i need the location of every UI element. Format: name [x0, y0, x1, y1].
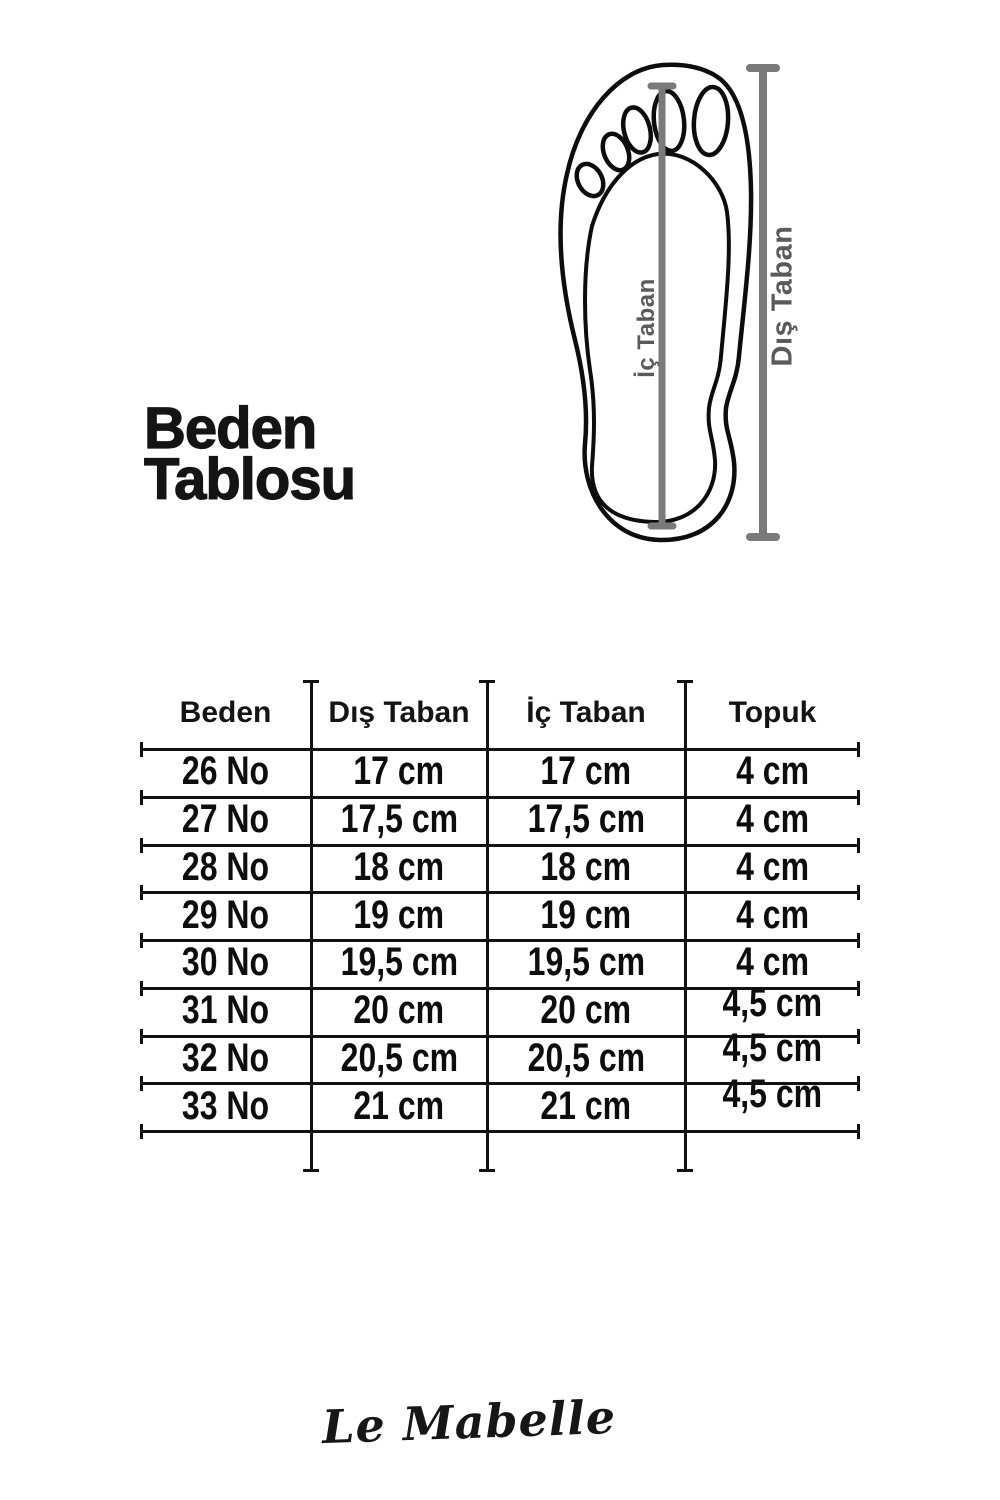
- cell-ic-taban: [487, 987, 685, 1035]
- cell-value: 30 No: [181, 940, 270, 985]
- cell-topuk: [685, 796, 860, 844]
- table-row-divider: [140, 1130, 860, 1133]
- cell-value: 19 cm: [353, 892, 445, 937]
- cell-beden: [140, 939, 311, 987]
- cell-value: 21 cm: [353, 1083, 445, 1128]
- cell-value: 18 cm: [540, 844, 632, 889]
- page-title-line1: Beden: [144, 396, 317, 461]
- page-title: [144, 396, 356, 512]
- brand-logo: Le Mabelle: [321, 1389, 617, 1455]
- cell-dis-taban: [311, 1082, 487, 1130]
- cell-ic-taban: [487, 891, 685, 939]
- cell-value: 17,5 cm: [527, 797, 645, 842]
- cell-value: 17 cm: [353, 749, 445, 794]
- cell-value: 33 No: [181, 1083, 270, 1128]
- cell-ic-taban: [487, 939, 685, 987]
- cell-value: 29 No: [181, 892, 270, 937]
- cell-topuk: [685, 1071, 860, 1130]
- cell-value: 27 No: [181, 797, 270, 842]
- cell-beden: [140, 1035, 311, 1083]
- toe-ellipse: [651, 90, 687, 153]
- cell-value: 4 cm: [736, 892, 809, 937]
- toe-ellipse: [598, 130, 634, 174]
- cell-topuk: [685, 748, 860, 796]
- outer-sole-label: Dış Taban: [766, 225, 799, 367]
- cell-value: 31 No: [181, 988, 270, 1033]
- cell-ic-taban: [487, 748, 685, 796]
- cell-beden: [140, 844, 311, 892]
- toe-ellipse: [619, 105, 655, 156]
- cell-value: 20,5 cm: [527, 1035, 645, 1080]
- cell-value: 20 cm: [540, 988, 632, 1033]
- cell-value: 19,5 cm: [527, 940, 645, 985]
- cell-value: 4 cm: [736, 749, 809, 794]
- cell-beden: [140, 796, 311, 844]
- cell-value: 4,5 cm: [722, 981, 823, 1026]
- cell-beden: [140, 891, 311, 939]
- cell-ic-taban: [487, 796, 685, 844]
- cell-ic-taban: [487, 1082, 685, 1130]
- cell-value: 17,5 cm: [340, 797, 458, 842]
- cell-topuk: [685, 939, 860, 987]
- cell-value: 4 cm: [736, 940, 809, 985]
- cell-value: 20 cm: [353, 988, 445, 1033]
- cell-value: 4,5 cm: [722, 1071, 823, 1116]
- size-table-header: [140, 682, 860, 744]
- size-table-body: [140, 748, 860, 1130]
- cell-dis-taban: [311, 939, 487, 987]
- header-beden: Beden: [179, 696, 272, 729]
- cell-beden: [140, 748, 311, 796]
- cell-value: 26 No: [181, 749, 270, 794]
- cell-beden: [140, 987, 311, 1035]
- cell-value: 28 No: [181, 844, 270, 889]
- header-ic-taban: İç Taban: [526, 696, 646, 729]
- cell-value: 19 cm: [540, 892, 632, 937]
- cell-value: 4,5 cm: [722, 1025, 823, 1070]
- cell-dis-taban: [311, 891, 487, 939]
- cell-ic-taban: [487, 844, 685, 892]
- page-title-line2: Tablosu: [144, 447, 356, 512]
- cell-dis-taban: [311, 987, 487, 1035]
- cell-dis-taban: [311, 844, 487, 892]
- header-dis-taban: Dış Taban: [328, 696, 470, 729]
- cell-value: 21 cm: [540, 1083, 632, 1128]
- cell-value: 20,5 cm: [340, 1035, 458, 1080]
- cell-value: 4 cm: [736, 797, 809, 842]
- cell-topuk: [685, 891, 860, 939]
- cell-value: 18 cm: [353, 844, 445, 889]
- cell-dis-taban: [311, 748, 487, 796]
- toe-ellipse: [571, 159, 608, 200]
- inner-sole-label: İç Taban: [633, 278, 660, 378]
- cell-beden: [140, 1082, 311, 1130]
- cell-value: 4 cm: [736, 844, 809, 889]
- cell-value: 17 cm: [540, 749, 632, 794]
- cell-value: 32 No: [181, 1035, 270, 1080]
- header-topuk: Topuk: [728, 696, 817, 729]
- cell-dis-taban: [311, 1035, 487, 1083]
- cell-topuk: [685, 844, 860, 892]
- cell-dis-taban: [311, 796, 487, 844]
- toe-ellipse: [692, 86, 731, 156]
- cell-ic-taban: [487, 1035, 685, 1083]
- cell-value: 19,5 cm: [340, 940, 458, 985]
